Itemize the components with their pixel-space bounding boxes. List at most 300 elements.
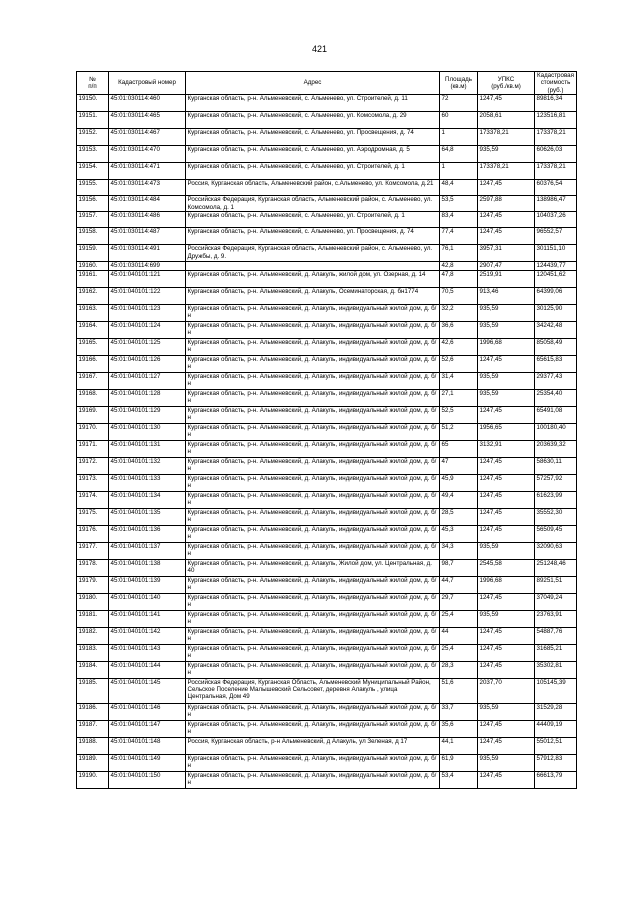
table-row xyxy=(77,661,577,678)
area-cell: 51,2 xyxy=(440,423,478,440)
area-cell: 35,6 xyxy=(440,720,478,737)
cadastral-cost-cell: 54887,76 xyxy=(535,627,577,644)
cadastral-cost-cell: 120451,62 xyxy=(535,270,577,287)
cadastral-number-cell: 45:01:030114:465 xyxy=(109,112,186,129)
cadastral-number-cell: 45:01:030114:699 xyxy=(109,262,186,270)
table-row xyxy=(77,423,577,440)
cadastral-cost-cell: 124439,77 xyxy=(535,262,577,270)
cadastral-cost-cell: 57912,83 xyxy=(535,754,577,771)
cadastral-number-cell: 45:01:040101:148 xyxy=(109,737,186,754)
header-address xyxy=(186,72,440,95)
upks-cell: 1956,65 xyxy=(478,423,535,440)
cadastral-number-cell: 45:01:030114:470 xyxy=(109,146,186,163)
area-cell: 65 xyxy=(440,440,478,457)
table-row xyxy=(77,542,577,559)
table-row xyxy=(77,737,577,754)
table-row xyxy=(77,644,577,661)
cadastral-number-cell: 45:01:040101:131 xyxy=(109,440,186,457)
row-number-cell: 19190. xyxy=(77,771,109,788)
area-cell: 53,4 xyxy=(440,771,478,788)
address-cell: Курганская область, р-н. Альменевский, с. Альменево, ул. Строителей, д. 1 xyxy=(186,212,440,228)
page-number: 421 xyxy=(311,44,328,54)
upks-cell: 1247,45 xyxy=(478,593,535,610)
row-number-cell: 19154. xyxy=(77,163,109,180)
row-number-cell: 19158. xyxy=(77,228,109,245)
header-cadastral-number xyxy=(109,72,186,95)
table-row xyxy=(77,508,577,525)
row-number-cell: 19180. xyxy=(77,593,109,610)
row-number-cell: 19187. xyxy=(77,720,109,737)
area-cell: 47 xyxy=(440,457,478,474)
address-cell: Курганская область, р-н. Альменевский, д. Алакуль, индивидуальный жилой дом, д. б/н xyxy=(186,703,440,720)
row-number-cell: 19167. xyxy=(77,372,109,389)
address-cell: Курганская область, р-н. Альменевский, д. Алакуль, индивидуальный жилой дом, д. б/н xyxy=(186,644,440,661)
table-row xyxy=(77,559,577,576)
cadastral-value-table xyxy=(76,71,577,789)
row-number-cell: 19176. xyxy=(77,525,109,542)
area-cell: 1 xyxy=(440,129,478,146)
cadastral-number-cell: 45:01:040101:133 xyxy=(109,474,186,491)
table-row xyxy=(77,440,577,457)
cadastral-number-cell: 45:01:030114:484 xyxy=(109,196,186,212)
cadastral-number-cell: 45:01:040101:147 xyxy=(109,720,186,737)
table-row xyxy=(77,474,577,491)
address-cell xyxy=(186,262,440,270)
upks-cell: 913,46 xyxy=(478,287,535,304)
upks-cell: 1247,45 xyxy=(478,661,535,678)
table-row xyxy=(77,146,577,163)
upks-cell: 1247,45 xyxy=(478,525,535,542)
address-cell: Россия, Курганская область, р-н Альменевский, д Алакуль, ул Зеленая, д 17 xyxy=(186,737,440,754)
address-cell: Курганская область, р-н. Альменевский, д. Алакуль, индивидуальный жилой дом, д. б/н xyxy=(186,593,440,610)
row-number-cell: 19161. xyxy=(77,270,109,287)
area-cell: 36,6 xyxy=(440,321,478,338)
row-number-cell: 19160. xyxy=(77,262,109,270)
table-row xyxy=(77,262,577,270)
row-number-cell: 19156. xyxy=(77,196,109,212)
row-number-cell: 19177. xyxy=(77,542,109,559)
address-cell: Курганская область, р-н. Альменевский, д. Алакуль, индивидуальный жилой дом, д. б/н xyxy=(186,525,440,542)
table-row xyxy=(77,196,577,212)
cadastral-cost-cell: 251248,46 xyxy=(535,559,577,576)
area-cell: 25,4 xyxy=(440,644,478,661)
row-number-cell: 19183. xyxy=(77,644,109,661)
table-header-row xyxy=(77,72,577,95)
cadastral-cost-cell: 60376,54 xyxy=(535,180,577,196)
row-number-cell: 19185. xyxy=(77,678,109,703)
upks-cell: 3957,31 xyxy=(478,245,535,262)
upks-cell: 1247,45 xyxy=(478,474,535,491)
upks-cell: 935,59 xyxy=(478,146,535,163)
table-row xyxy=(77,321,577,338)
area-cell: 42,8 xyxy=(440,262,478,270)
row-number-cell: 19169. xyxy=(77,406,109,423)
row-number-cell: 19162. xyxy=(77,287,109,304)
address-cell: Курганская область, р-н. Альменевский, д. Алакуль, индивидуальный жилой дом, д. б/н xyxy=(186,440,440,457)
area-cell: 33,7 xyxy=(440,703,478,720)
upks-cell: 2597,88 xyxy=(478,196,535,212)
address-cell: Курганская область, р-н. Альменевский, д. Алакуль, индивидуальный жилой дом, д. б/н xyxy=(186,754,440,771)
area-cell: 72 xyxy=(440,95,478,112)
area-cell: 98,7 xyxy=(440,559,478,576)
cadastral-number-cell: 45:01:030114:491 xyxy=(109,245,186,262)
upks-cell: 1247,45 xyxy=(478,228,535,245)
cadastral-cost-cell: 25354,40 xyxy=(535,389,577,406)
address-cell: Курганская область, р-н. Альменевский, д. Алакуль, индивидуальный жилой дом, д. б/н xyxy=(186,576,440,593)
upks-cell: 1247,45 xyxy=(478,95,535,112)
upks-cell: 1247,45 xyxy=(478,355,535,372)
cadastral-cost-cell: 89816,34 xyxy=(535,95,577,112)
header-num xyxy=(77,72,109,95)
row-number-cell: 19181. xyxy=(77,610,109,627)
table-row xyxy=(77,338,577,355)
row-number-cell: 19171. xyxy=(77,440,109,457)
upks-cell: 935,59 xyxy=(478,372,535,389)
cadastral-cost-cell: 58630,11 xyxy=(535,457,577,474)
header-upks-text: УПКС (руб./кв.м) xyxy=(491,75,521,91)
area-cell: 31,4 xyxy=(440,372,478,389)
upks-cell: 935,59 xyxy=(478,610,535,627)
address-cell: Курганская область, р-н. Альменевский, д. Алакуль, индивидуальный жилой дом, д. б/н xyxy=(186,423,440,440)
upks-cell: 935,59 xyxy=(478,304,535,321)
address-cell: Курганская область, р-н. Альменевский, д. Алакуль, Осеминаторская, д. бн1774 xyxy=(186,287,440,304)
cadastral-number-cell: 45:01:040101:142 xyxy=(109,627,186,644)
area-cell: 42,6 xyxy=(440,338,478,355)
address-cell: Российская Федерация, Курганская область, Альменевский район, с. Альменево, ул. Дружбы, д. 9. xyxy=(186,245,440,262)
cadastral-number-cell: 45:01:040101:124 xyxy=(109,321,186,338)
address-cell: Курганская область, р-н. Альменевский, с. Альменево, ул. Аэродромная, д. 5 xyxy=(186,146,440,163)
address-cell: Курганская область, р-н. Альменевский, д. Алакуль, индивидуальный жилой дом, д. б/н xyxy=(186,457,440,474)
cadastral-cost-cell: 96552,57 xyxy=(535,228,577,245)
cadastral-number-cell: 45:01:040101:132 xyxy=(109,457,186,474)
area-cell: 53,5 xyxy=(440,196,478,212)
cadastral-number-cell: 45:01:040101:140 xyxy=(109,593,186,610)
area-cell: 70,5 xyxy=(440,287,478,304)
cadastral-cost-cell: 173378,21 xyxy=(535,129,577,146)
address-cell: Курганская область, р-н. Альменевский, д. Алакуль, индивидуальный жилой дом, д. б/н xyxy=(186,627,440,644)
address-cell: Курганская область, р-н. Альменевский, д. Алакуль, Жилой дом, ул. Центральная, д. 40 xyxy=(186,559,440,576)
upks-cell: 1247,45 xyxy=(478,771,535,788)
table-row xyxy=(77,372,577,389)
row-number-cell: 19157. xyxy=(77,212,109,228)
area-cell: 45,3 xyxy=(440,525,478,542)
cadastral-number-cell: 45:01:030114:473 xyxy=(109,180,186,196)
row-number-cell: 19151. xyxy=(77,112,109,129)
cadastral-cost-cell: 37049,24 xyxy=(535,593,577,610)
upks-cell: 1247,45 xyxy=(478,491,535,508)
cadastral-number-cell: 45:01:030114:486 xyxy=(109,212,186,228)
cadastral-number-cell: 45:01:040101:134 xyxy=(109,491,186,508)
area-cell: 48,4 xyxy=(440,180,478,196)
cadastral-cost-cell: 55012,51 xyxy=(535,737,577,754)
address-cell: Курганская область, р-н. Альменевский, с. Альменево, ул. Просвещения, д. 74 xyxy=(186,129,440,146)
table-row xyxy=(77,406,577,423)
cadastral-cost-cell: 65491,08 xyxy=(535,406,577,423)
area-cell: 25,4 xyxy=(440,610,478,627)
area-cell: 47,8 xyxy=(440,270,478,287)
row-number-cell: 19175. xyxy=(77,508,109,525)
cadastral-number-cell: 45:01:040101:145 xyxy=(109,678,186,703)
table-row xyxy=(77,180,577,196)
cadastral-cost-cell: 31685,21 xyxy=(535,644,577,661)
cadastral-number-cell: 45:01:040101:137 xyxy=(109,542,186,559)
table-row xyxy=(77,270,577,287)
upks-cell: 935,59 xyxy=(478,754,535,771)
row-number-cell: 19178. xyxy=(77,559,109,576)
table-row xyxy=(77,228,577,245)
row-number-cell: 19150. xyxy=(77,95,109,112)
upks-cell: 1247,45 xyxy=(478,457,535,474)
cadastral-cost-cell: 173378,21 xyxy=(535,163,577,180)
cadastral-cost-cell: 56509,45 xyxy=(535,525,577,542)
cadastral-cost-cell: 57257,92 xyxy=(535,474,577,491)
row-number-cell: 19163. xyxy=(77,304,109,321)
upks-cell: 173378,21 xyxy=(478,163,535,180)
cadastral-cost-cell: 105145,39 xyxy=(535,678,577,703)
cadastral-number-cell: 45:01:030114:467 xyxy=(109,129,186,146)
upks-cell: 173378,21 xyxy=(478,129,535,146)
address-cell: Курганская область, р-н. Альменевский, д. Алакуль, индивидуальный жилой дом, д. б/н xyxy=(186,661,440,678)
area-cell: 44,7 xyxy=(440,576,478,593)
table-row xyxy=(77,245,577,262)
address-cell: Курганская область, р-н. Альменевский, с. Альменево, ул. Комсомола, д. 29 xyxy=(186,112,440,129)
upks-cell: 1247,45 xyxy=(478,508,535,525)
area-cell: 28,5 xyxy=(440,508,478,525)
table-row xyxy=(77,212,577,228)
address-cell: Курганская область, р-н. Альменевский, д. Алакуль, индивидуальный жилой дом, д. б/н xyxy=(186,474,440,491)
header-cadastral-text: Кадастровый номер xyxy=(118,79,176,87)
address-cell: Россия, Курганская область, Альменевский район, с.Альменево, ул. Комсомола, д.21 xyxy=(186,180,440,196)
cadastral-cost-cell: 32090,63 xyxy=(535,542,577,559)
row-number-cell: 19172. xyxy=(77,457,109,474)
cadastral-cost-cell: 35302,81 xyxy=(535,661,577,678)
upks-cell: 935,59 xyxy=(478,542,535,559)
row-number-cell: 19168. xyxy=(77,389,109,406)
cadastral-cost-cell: 89251,51 xyxy=(535,576,577,593)
cadastral-number-cell: 45:01:040101:128 xyxy=(109,389,186,406)
table-body xyxy=(77,95,577,788)
area-cell: 27,1 xyxy=(440,389,478,406)
area-cell: 77,4 xyxy=(440,228,478,245)
header-cost-text: Кадастровая стоимость (руб.) xyxy=(537,72,574,94)
cadastral-cost-cell: 60626,03 xyxy=(535,146,577,163)
table-row xyxy=(77,491,577,508)
cadastral-number-cell: 45:01:040101:139 xyxy=(109,576,186,593)
table-row xyxy=(77,627,577,644)
cadastral-number-cell: 45:01:040101:144 xyxy=(109,661,186,678)
cadastral-number-cell: 45:01:040101:125 xyxy=(109,338,186,355)
address-cell: Курганская область, р-н. Альменевский, д. Алакуль, индивидуальный жилой дом, д. б/н xyxy=(186,610,440,627)
row-number-cell: 19170. xyxy=(77,423,109,440)
upks-cell: 1247,45 xyxy=(478,180,535,196)
area-cell: 49,4 xyxy=(440,491,478,508)
cadastral-number-cell: 45:01:040101:143 xyxy=(109,644,186,661)
row-number-cell: 19184. xyxy=(77,661,109,678)
cadastral-number-cell: 45:01:040101:123 xyxy=(109,304,186,321)
address-cell: Курганская область, р-н. Альменевский, д. Алакуль, индивидуальный жилой дом, д. б/н xyxy=(186,389,440,406)
area-cell: 29,7 xyxy=(440,593,478,610)
area-cell: 60 xyxy=(440,112,478,129)
address-cell: Курганская область, р-н. Альменевский, д. Алакуль, индивидуальный жилой дом, д. б/н xyxy=(186,508,440,525)
header-cadastral-cost xyxy=(535,72,577,95)
row-number-cell: 19173. xyxy=(77,474,109,491)
table-row xyxy=(77,355,577,372)
row-number-cell: 19166. xyxy=(77,355,109,372)
row-number-cell: 19188. xyxy=(77,737,109,754)
address-cell: Курганская область, р-н. Альменевский, с. Альменево, ул. Просвещения, д. 74 xyxy=(186,228,440,245)
cadastral-number-cell: 45:01:040101:146 xyxy=(109,703,186,720)
header-upks xyxy=(478,72,535,95)
area-cell: 44,1 xyxy=(440,737,478,754)
table-row xyxy=(77,389,577,406)
upks-cell: 1247,45 xyxy=(478,737,535,754)
table-row xyxy=(77,771,577,788)
upks-cell: 1247,45 xyxy=(478,720,535,737)
area-cell: 61,9 xyxy=(440,754,478,771)
cadastral-cost-cell: 138986,47 xyxy=(535,196,577,212)
row-number-cell: 19174. xyxy=(77,491,109,508)
table-row xyxy=(77,754,577,771)
upks-cell: 2907,47 xyxy=(478,262,535,270)
cadastral-cost-cell: 100180,40 xyxy=(535,423,577,440)
area-cell: 64,8 xyxy=(440,146,478,163)
table-row xyxy=(77,163,577,180)
upks-cell: 935,59 xyxy=(478,703,535,720)
cadastral-number-cell: 45:01:040101:138 xyxy=(109,559,186,576)
area-cell: 51,6 xyxy=(440,678,478,703)
area-cell: 52,5 xyxy=(440,406,478,423)
cadastral-number-cell: 45:01:040101:127 xyxy=(109,372,186,389)
row-number-cell: 19179. xyxy=(77,576,109,593)
cadastral-number-cell: 45:01:030114:460 xyxy=(109,95,186,112)
upks-cell: 1247,45 xyxy=(478,212,535,228)
cadastral-number-cell: 45:01:030114:471 xyxy=(109,163,186,180)
upks-cell: 2058,61 xyxy=(478,112,535,129)
table-row xyxy=(77,720,577,737)
upks-cell: 1996,68 xyxy=(478,576,535,593)
cadastral-cost-cell: 104037,26 xyxy=(535,212,577,228)
cadastral-number-cell: 45:01:030114:487 xyxy=(109,228,186,245)
row-number-cell: 19159. xyxy=(77,245,109,262)
cadastral-cost-cell: 301151,10 xyxy=(535,245,577,262)
cadastral-number-cell: 45:01:040101:126 xyxy=(109,355,186,372)
address-cell: Курганская область, р-н. Альменевский, д. Алакуль, индивидуальный жилой дом, д. б/н xyxy=(186,372,440,389)
cadastral-cost-cell: 66613,79 xyxy=(535,771,577,788)
upks-cell: 1247,45 xyxy=(478,644,535,661)
table-row xyxy=(77,610,577,627)
address-cell: Курганская область, р-н. Альменевский, д. Алакуль, индивидуальный жилой дом, д. б/н xyxy=(186,720,440,737)
address-cell: Курганская область, р-н. Альменевский, д. Алакуль, индивидуальный жилой дом, д. б/н xyxy=(186,771,440,788)
cadastral-cost-cell: 203639,32 xyxy=(535,440,577,457)
upks-cell: 2519,91 xyxy=(478,270,535,287)
upks-cell: 935,59 xyxy=(478,321,535,338)
table-row xyxy=(77,129,577,146)
cadastral-cost-cell: 44409,19 xyxy=(535,720,577,737)
table-row xyxy=(77,525,577,542)
row-number-cell: 19182. xyxy=(77,627,109,644)
cadastral-cost-cell: 64399,06 xyxy=(535,287,577,304)
header-num-text: № п/п xyxy=(88,75,97,91)
address-cell: Российская Федерация, Курганская Область, Альменевский Муниципальный Район, Сельское Поселение Малышевский Сельсовет, деревня Алакуль , улица Центральная, Дом 49 xyxy=(186,678,440,703)
table-row xyxy=(77,593,577,610)
cadastral-cost-cell: 123516,81 xyxy=(535,112,577,129)
row-number-cell: 19164. xyxy=(77,321,109,338)
cadastral-number-cell: 45:01:040101:122 xyxy=(109,287,186,304)
cadastral-cost-cell: 30125,90 xyxy=(535,304,577,321)
header-address-text: Адрес xyxy=(303,79,322,87)
area-cell: 52,6 xyxy=(440,355,478,372)
row-number-cell: 19186. xyxy=(77,703,109,720)
address-cell: Курганская область, р-н. Альменевский, д. Алакуль, индивидуальный жилой дом, д. б/н xyxy=(186,406,440,423)
area-cell: 83,4 xyxy=(440,212,478,228)
cadastral-number-cell: 45:01:040101:135 xyxy=(109,508,186,525)
header-area xyxy=(440,72,478,95)
address-cell: Курганская область, р-н. Альменевский, д. Алакуль, индивидуальный жилой дом, д. б/н xyxy=(186,321,440,338)
row-number-cell: 19155. xyxy=(77,180,109,196)
cadastral-cost-cell: 23763,91 xyxy=(535,610,577,627)
cadastral-number-cell: 45:01:040101:121 xyxy=(109,270,186,287)
area-cell: 1 xyxy=(440,163,478,180)
cadastral-number-cell: 45:01:040101:130 xyxy=(109,423,186,440)
table-row xyxy=(77,678,577,703)
area-cell: 32,2 xyxy=(440,304,478,321)
area-cell: 76,1 xyxy=(440,245,478,262)
table-row xyxy=(77,703,577,720)
table-row xyxy=(77,304,577,321)
upks-cell: 1247,45 xyxy=(478,406,535,423)
cadastral-cost-cell: 35552,30 xyxy=(535,508,577,525)
cadastral-cost-cell: 65615,83 xyxy=(535,355,577,372)
upks-cell: 1996,68 xyxy=(478,338,535,355)
address-cell: Российская Федерация, Курганская область, Альменевский район, с. Альменево, ул. Комсомола, д. 1 xyxy=(186,196,440,212)
cadastral-cost-cell: 85058,49 xyxy=(535,338,577,355)
upks-cell: 1247,45 xyxy=(478,627,535,644)
cadastral-number-cell: 45:01:040101:129 xyxy=(109,406,186,423)
upks-cell: 2037,70 xyxy=(478,678,535,703)
address-cell: Курганская область, р-н. Альменевский, д. Алакуль, жилой дом, ул. Озерная, д. 14 xyxy=(186,270,440,287)
header-area-text: Площадь (кв.м) xyxy=(445,75,472,91)
table-row xyxy=(77,287,577,304)
address-cell: Курганская область, р-н. Альменевский, д. Алакуль, индивидуальный жилой дом, д. б/н xyxy=(186,355,440,372)
upks-cell: 935,59 xyxy=(478,389,535,406)
table-row xyxy=(77,95,577,112)
cadastral-number-cell: 45:01:040101:141 xyxy=(109,610,186,627)
cadastral-number-cell: 45:01:040101:150 xyxy=(109,771,186,788)
address-cell: Курганская область, р-н. Альменевский, с. Альменево, ул. Строителей, д. 11 xyxy=(186,95,440,112)
area-cell: 44 xyxy=(440,627,478,644)
row-number-cell: 19165. xyxy=(77,338,109,355)
address-cell: Курганская область, р-н. Альменевский, д. Алакуль, индивидуальный жилой дом, д. б/н xyxy=(186,542,440,559)
address-cell: Курганская область, р-н. Альменевский, д. Алакуль, индивидуальный жилой дом, д. б/н xyxy=(186,338,440,355)
cadastral-cost-cell: 61623,99 xyxy=(535,491,577,508)
cadastral-number-cell: 45:01:040101:149 xyxy=(109,754,186,771)
address-cell: Курганская область, р-н. Альменевский, д. Алакуль, индивидуальный жилой дом, д. б/н xyxy=(186,491,440,508)
area-cell: 45,9 xyxy=(440,474,478,491)
table-row xyxy=(77,457,577,474)
upks-cell: 2545,58 xyxy=(478,559,535,576)
address-cell: Курганская область, р-н. Альменевский, д. Алакуль, индивидуальный жилой дом, д. б/н xyxy=(186,304,440,321)
table-row xyxy=(77,576,577,593)
row-number-cell: 19189. xyxy=(77,754,109,771)
table-row xyxy=(77,112,577,129)
row-number-cell: 19152. xyxy=(77,129,109,146)
cadastral-cost-cell: 29377,43 xyxy=(535,372,577,389)
cadastral-cost-cell: 31529,28 xyxy=(535,703,577,720)
cadastral-cost-cell: 34242,48 xyxy=(535,321,577,338)
area-cell: 34,3 xyxy=(440,542,478,559)
cadastral-number-cell: 45:01:040101:136 xyxy=(109,525,186,542)
area-cell: 28,3 xyxy=(440,661,478,678)
